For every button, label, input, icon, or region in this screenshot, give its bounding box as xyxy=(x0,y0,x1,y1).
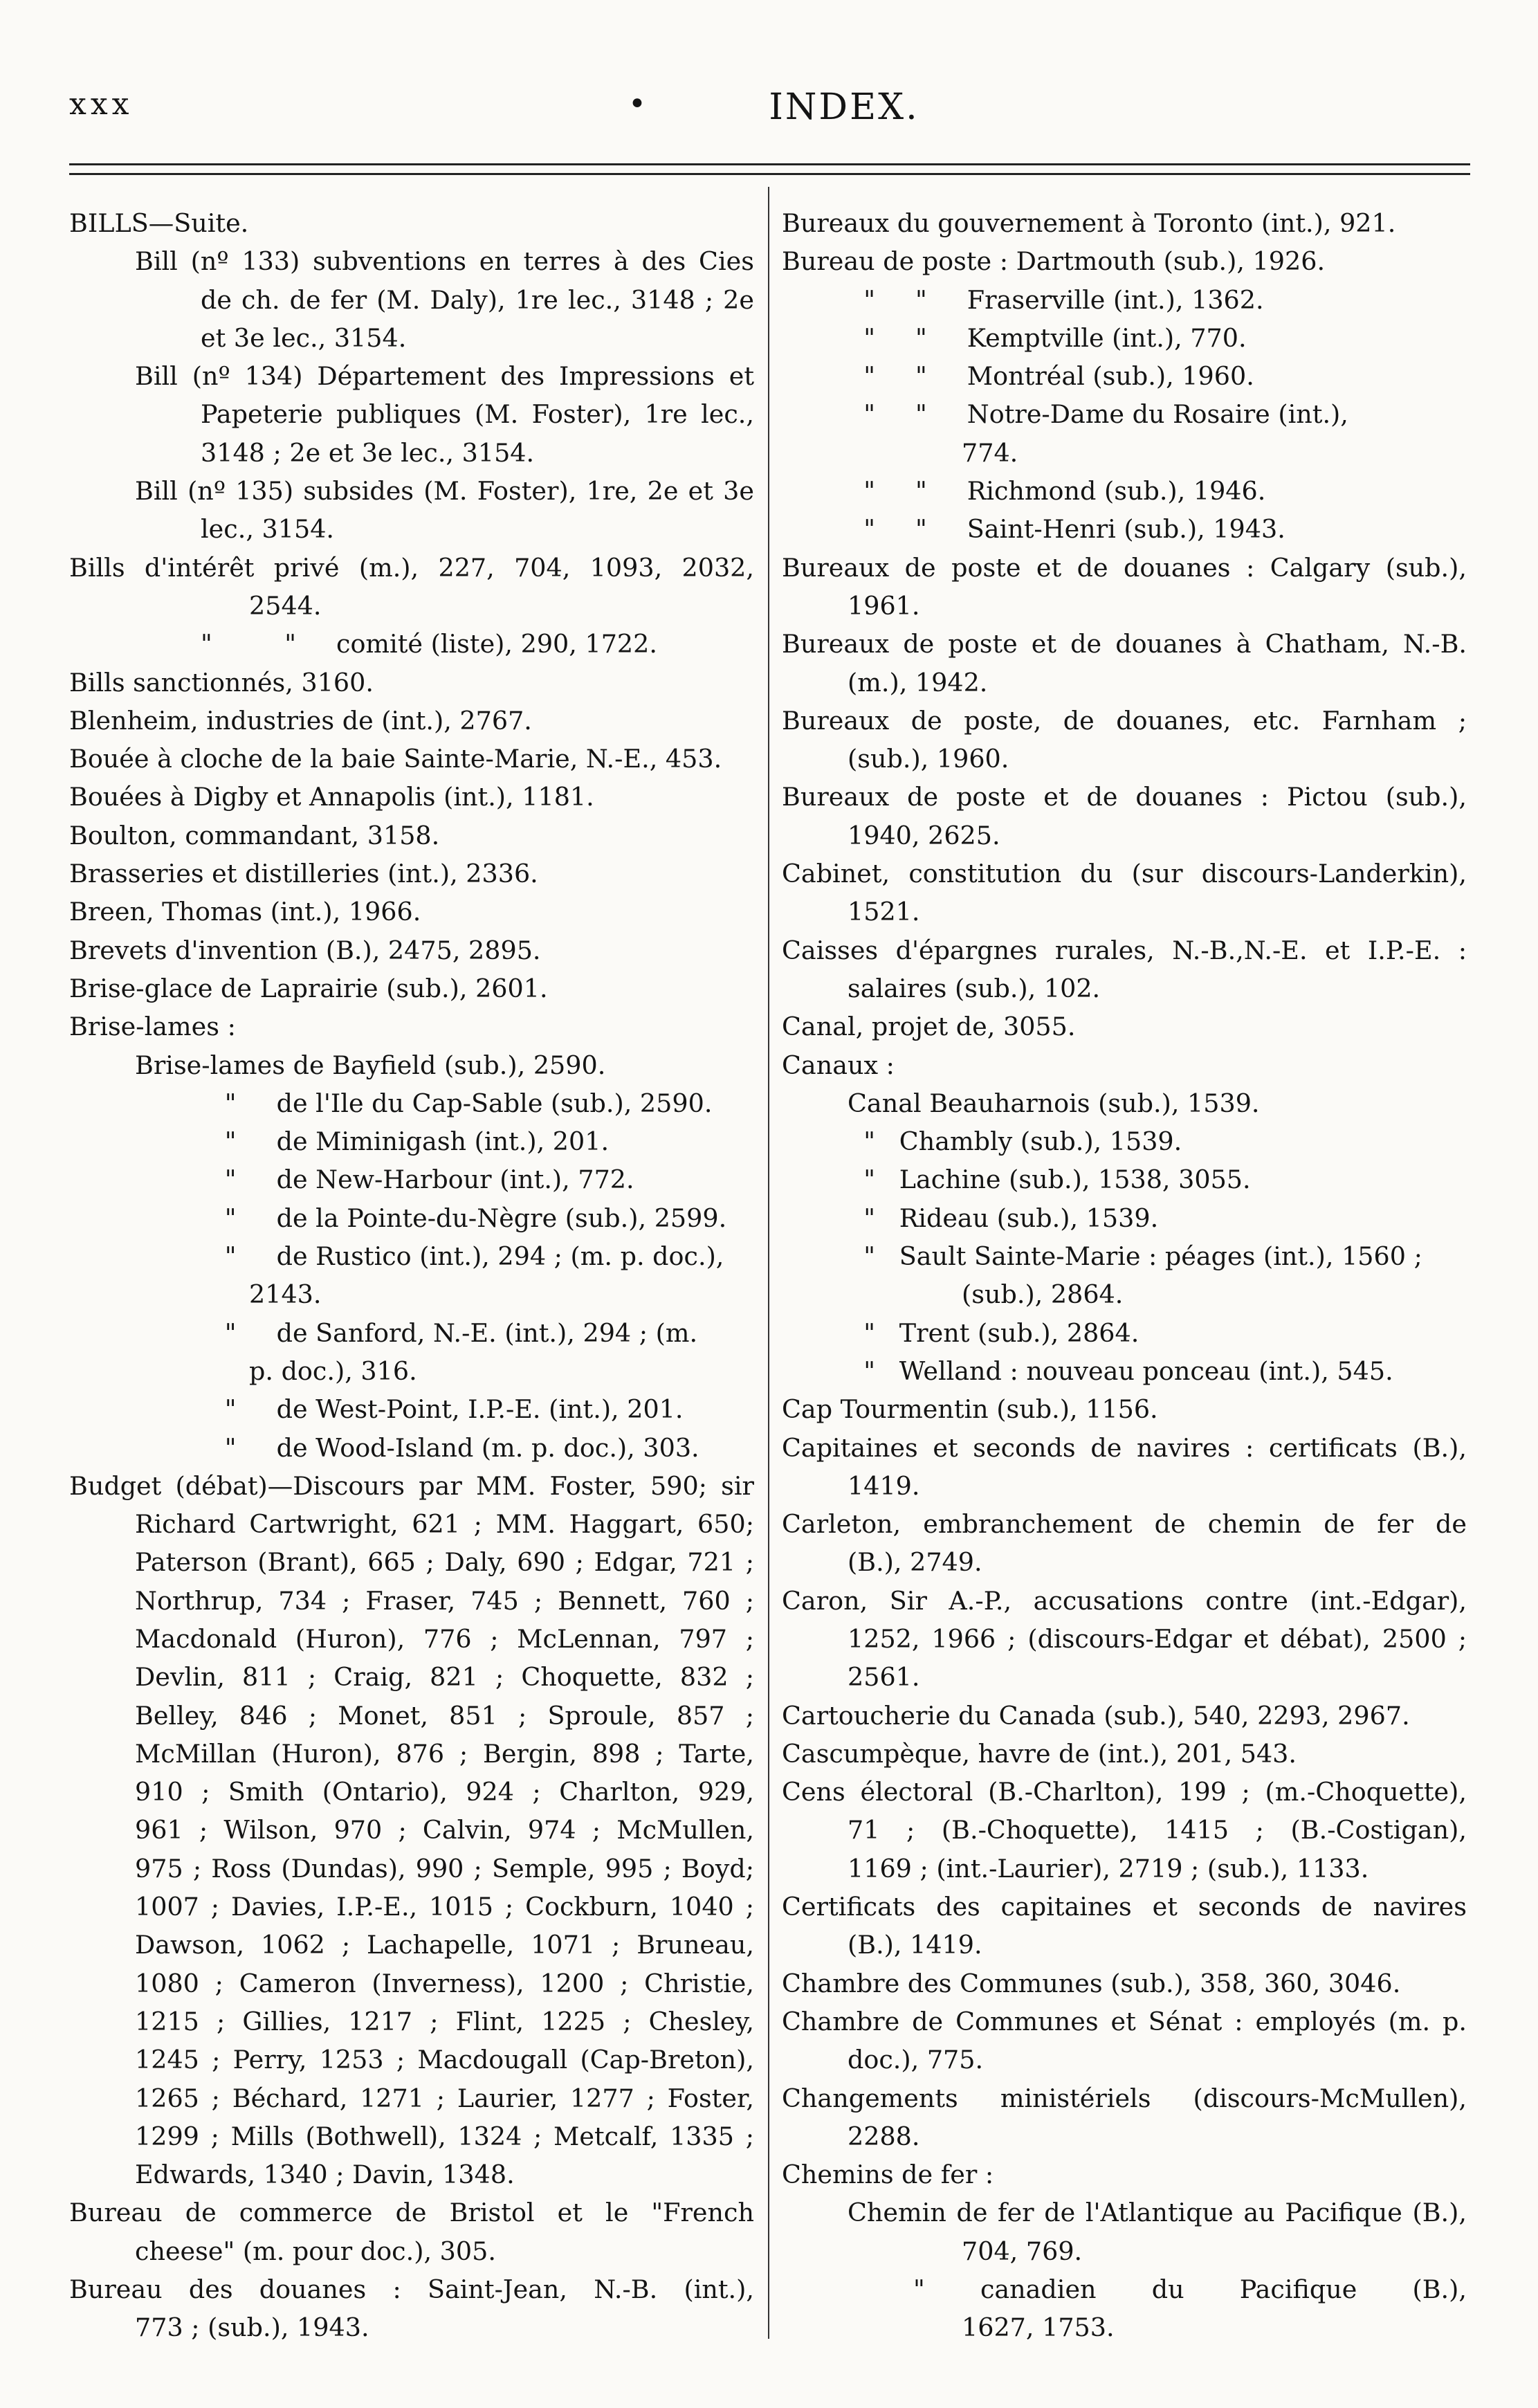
index-line: " Sault Sainte-Marie : péages (int.), 1560 ; xyxy=(848,1241,1422,1272)
index-line: Bureau des douanes : Saint-Jean, N.-B. (int.), xyxy=(69,2274,754,2305)
index-line: lec., 3154. xyxy=(201,514,335,545)
index-line: 1080 ; Cameron (Inverness), 1200 ; Christie, xyxy=(135,1968,754,1998)
index-line: Bouées à Digby et Annapolis (int.), 1181. xyxy=(69,782,594,812)
index-line: Bureaux de poste et de douanes : Calgary (sub.), xyxy=(782,552,1467,583)
index-line: 2544. xyxy=(249,590,322,621)
index-line: Brasseries et distilleries (int.), 2336. xyxy=(69,859,538,889)
index-line: Cartoucherie du Canada (sub.), 540, 2293, 2967. xyxy=(782,1700,1410,1731)
index-line: 71 ; (B.-Choquette), 1415 ; (B.-Costigan), xyxy=(848,1815,1467,1845)
index-line: Chemins de fer : xyxy=(782,2160,994,2190)
index-line: " Chambly (sub.), 1539. xyxy=(848,1127,1182,1157)
index-line: " " Richmond (sub.), 1946. xyxy=(848,476,1266,507)
index-line: " de Rustico (int.), 294 ; (m. p. doc.), xyxy=(201,1241,724,1272)
index-line: " Trent (sub.), 2864. xyxy=(848,1317,1139,1348)
index-line: (B.), 1419. xyxy=(848,1930,982,1960)
index-line: Bureau de poste : Dartmouth (sub.), 1926. xyxy=(782,246,1326,277)
index-line: Bill (nº 133) subventions en terres à des Cies xyxy=(135,246,754,277)
header-rule-bottom xyxy=(69,173,1470,175)
index-line: Brise-glace de Laprairie (sub.), 2601. xyxy=(69,973,548,1003)
index-line: Brise-lames : xyxy=(69,1012,236,1042)
index-line: 961 ; Wilson, 970 ; Calvin, 974 ; McMullen, xyxy=(135,1815,754,1845)
index-line: 2561. xyxy=(848,1662,920,1693)
index-line: " " Notre-Dame du Rosaire (int.), xyxy=(848,399,1348,430)
index-line: Bills sanctionnés, 3160. xyxy=(69,667,374,697)
page-title: INDEX. xyxy=(769,86,919,128)
index-column-right xyxy=(782,204,1467,2347)
index-line: de ch. de fer (M. Daly), 1re lec., 3148 ; 2e xyxy=(201,284,754,315)
index-line: 1299 ; Mills (Bothwell), 1324 ; Metcalf, 1335 ; xyxy=(135,2121,754,2151)
column-divider xyxy=(768,187,769,2339)
index-line: Breen, Thomas (int.), 1966. xyxy=(69,897,421,927)
index-line: cheese" (m. pour doc.), 305. xyxy=(135,2236,496,2266)
index-line: p. doc.), 316. xyxy=(249,1356,417,1386)
page-header xyxy=(69,86,1467,135)
index-line: Paterson (Brant), 665 ; Daly, 690 ; Edgar, 721 ; xyxy=(135,1547,754,1578)
index-line: Belley, 846 ; Monet, 851 ; Sproule, 857 ; xyxy=(135,1700,754,1731)
index-line: " " Saint-Henri (sub.), 1943. xyxy=(848,514,1285,545)
index-line: Caisses d'épargnes rurales, N.-B.,N.-E. et I.P.-E. : xyxy=(782,935,1467,965)
index-line: 975 ; Ross (Dundas), 990 ; Semple, 995 ; Boyd; xyxy=(135,1853,754,1883)
index-line: Chambre des Communes (sub.), 358, 360, 3046. xyxy=(782,1968,1401,1998)
index-line: Richard Cartwright, 621 ; MM. Haggart, 650; xyxy=(135,1509,754,1540)
index-line: Edwards, 1340 ; Davin, 1348. xyxy=(135,2160,515,2190)
index-line: (sub.), 1960. xyxy=(848,744,1009,774)
index-line: (B.), 2749. xyxy=(848,1547,982,1578)
index-line: 1215 ; Gillies, 1217 ; Flint, 1225 ; Chesley, xyxy=(135,2006,754,2036)
index-line: 1627, 1753. xyxy=(962,2313,1115,2343)
index-line: Changements ministériels (discours-McMullen), xyxy=(782,2083,1467,2113)
index-line: Bureaux de poste, de douanes, etc. Farnham ; xyxy=(782,705,1467,736)
index-line: 3148 ; 2e et 3e lec., 3154. xyxy=(201,437,535,468)
index-line: " canadien du Pacifique (B.), xyxy=(913,2274,1467,2305)
index-line: Certificats des capitaines et seconds de navires xyxy=(782,1892,1467,1922)
index-line: (m.), 1942. xyxy=(848,667,988,697)
index-line: Capitaines et seconds de navires : certificats (B.), xyxy=(782,1432,1467,1463)
index-line: " de l'Ile du Cap-Sable (sub.), 2590. xyxy=(201,1088,713,1118)
index-line: " " Montréal (sub.), 1960. xyxy=(848,361,1254,392)
index-line: " de West-Point, I.P.-E. (int.), 201. xyxy=(201,1394,684,1425)
index-line: Macdonald (Huron), 776 ; McLennan, 797 ; xyxy=(135,1623,754,1654)
index-line: Brise-lames de Bayfield (sub.), 2590. xyxy=(135,1050,606,1080)
index-line: 774. xyxy=(962,437,1018,468)
index-line: Cap Tourmentin (sub.), 1156. xyxy=(782,1394,1158,1425)
index-line: " de New-Harbour (int.), 772. xyxy=(201,1165,634,1195)
index-line: Chemin de fer de l'Atlantique au Pacifique (B.), xyxy=(848,2198,1467,2228)
index-line: Budget (débat)—Discours par MM. Foster, 590; sir xyxy=(69,1470,754,1501)
index-line: Canaux : xyxy=(782,1050,895,1080)
index-line: Chambre de Communes et Sénat : employés (m. p. xyxy=(782,2006,1467,2036)
index-line: " " comité (liste), 290, 1722. xyxy=(201,629,657,659)
index-line: 1007 ; Davies, I.P.-E., 1015 ; Cockburn, 1040 ; xyxy=(135,1892,754,1922)
index-line: doc.), 775. xyxy=(848,2045,984,2075)
index-line: Cens électoral (B.-Charlton), 199 ; (m.-Choquette), xyxy=(782,1777,1467,1807)
index-line: " de Wood-Island (m. p. doc.), 303. xyxy=(201,1432,699,1463)
index-column-left xyxy=(69,204,754,2347)
index-line: 910 ; Smith (Ontario), 924 ; Charlton, 929, xyxy=(135,1777,754,1807)
index-line: 1419. xyxy=(848,1470,920,1501)
index-line: et 3e lec., 3154. xyxy=(201,322,407,353)
index-line: 1961. xyxy=(848,590,920,621)
index-line: 773 ; (sub.), 1943. xyxy=(135,2313,369,2343)
index-line: " de Sanford, N.-E. (int.), 294 ; (m. xyxy=(201,1317,698,1348)
index-line: 1245 ; Perry, 1253 ; Macdougall (Cap-Breton), xyxy=(135,2045,754,2075)
index-line: salaires (sub.), 102. xyxy=(848,973,1101,1003)
index-line: Dawson, 1062 ; Lachapelle, 1071 ; Bruneau, xyxy=(135,1930,754,1960)
index-line: 2288. xyxy=(848,2121,920,2151)
index-line: Papeterie publiques (M. Foster), 1re lec., xyxy=(201,399,754,430)
index-line: Blenheim, industries de (int.), 2767. xyxy=(69,705,532,736)
index-line: Bureaux de poste et de douanes : Pictou (sub.), xyxy=(782,782,1467,812)
index-line: BILLS—Suite. xyxy=(69,208,249,238)
index-line: " " Fraserville (int.), 1362. xyxy=(848,284,1264,315)
index-line: " Lachine (sub.), 1538, 3055. xyxy=(848,1165,1251,1195)
index-line: Boulton, commandant, 3158. xyxy=(69,820,440,850)
index-line: Bureaux du gouvernement à Toronto (int.), 921. xyxy=(782,208,1396,238)
index-line: Cabinet, constitution du (sur discours-Landerkin), xyxy=(782,859,1467,889)
index-line: Canal, projet de, 3055. xyxy=(782,1012,1076,1042)
index-line: Bill (nº 135) subsides (M. Foster), 1re, 2e et 3e xyxy=(135,476,754,507)
index-line: Brevets d'invention (B.), 2475, 2895. xyxy=(69,935,541,965)
index-line: Canal Beauharnois (sub.), 1539. xyxy=(848,1088,1260,1118)
index-line: 1169 ; (int.-Laurier), 2719 ; (sub.), 1133. xyxy=(848,1853,1369,1883)
index-line: " Welland : nouveau ponceau (int.), 545. xyxy=(848,1356,1393,1386)
index-line: Devlin, 811 ; Craig, 821 ; Choquette, 832 ; xyxy=(135,1662,754,1693)
ornament: • xyxy=(628,86,646,122)
index-line: 704, 769. xyxy=(962,2236,1083,2266)
index-line: Cascumpèque, havre de (int.), 201, 543. xyxy=(782,1738,1297,1769)
index-line: McMillan (Huron), 876 ; Bergin, 898 ; Tarte, xyxy=(135,1738,754,1769)
index-line: 1940, 2625. xyxy=(848,820,1000,850)
header-rule-top xyxy=(69,163,1470,165)
index-line: Bill (nº 134) Département des Impressions et xyxy=(135,361,754,392)
index-line: " de Miminigash (int.), 201. xyxy=(201,1127,610,1157)
index-line: 1252, 1966 ; (discours-Edgar et débat), 2500 ; xyxy=(848,1623,1467,1654)
index-line: " Rideau (sub.), 1539. xyxy=(848,1203,1159,1233)
index-line: Bureau de commerce de Bristol et le "French xyxy=(69,2198,754,2228)
index-line: Bureaux de poste et de douanes à Chatham, N.-B. xyxy=(782,629,1467,659)
index-line: 1265 ; Béchard, 1271 ; Laurier, 1277 ; Foster, xyxy=(135,2083,754,2113)
index-line: (sub.), 2864. xyxy=(962,1279,1124,1310)
index-line: Carleton, embranchement de chemin de fer de xyxy=(782,1509,1467,1540)
index-line: " " Kemptville (int.), 770. xyxy=(848,322,1247,353)
index-line: Northrup, 734 ; Fraser, 745 ; Bennett, 760 ; xyxy=(135,1585,754,1616)
index-line: Caron, Sir A.-P., accusations contre (int.-Edgar), xyxy=(782,1585,1467,1616)
index-line: " de la Pointe-du-Nègre (sub.), 2599. xyxy=(201,1203,727,1233)
page-number: xxx xyxy=(69,86,134,122)
index-line: Bouée à cloche de la baie Sainte-Marie, N.-E., 453. xyxy=(69,744,722,774)
index-line: 1521. xyxy=(848,897,920,927)
index-line: Bills d'intérêt privé (m.), 227, 704, 1093, 2032, xyxy=(69,552,754,583)
index-line: 2143. xyxy=(249,1279,322,1310)
